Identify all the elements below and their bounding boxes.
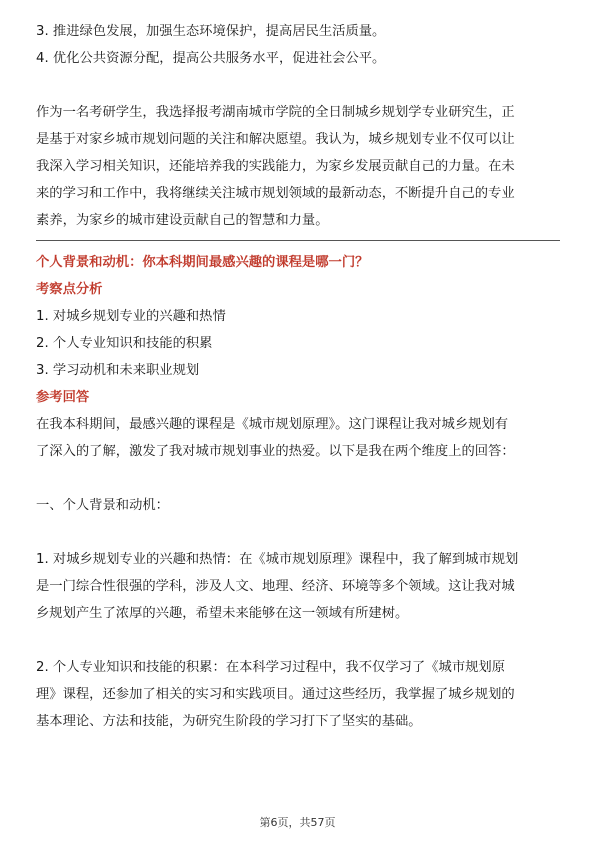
section-heading: 一、个人背景和动机： [36,498,169,513]
paragraph-gap [36,72,560,99]
analysis-point: 3. 学习动机和未来职业规划 [36,363,200,378]
analysis-point: 1. 对城乡规划专业的兴趣和热情 [36,309,226,324]
paragraph-line: 乡规划产生了浓厚的兴趣，希望未来能够在这一领域有所建树。 [36,606,409,621]
analysis-point: 2. 个人专业知识和技能的积累 [36,336,213,351]
paragraph-line: 2. 个人专业知识和技能的积累：在本科学习过程中，我不仅学习了《城市规划原 [36,660,506,675]
document-page [36,18,560,735]
paragraph-line: 我深入学习相关知识，还能培养我的实践能力，为家乡发展贡献自己的力量。在未 [36,159,515,174]
paragraph-gap [36,519,560,546]
section-divider [36,240,560,241]
paragraph-line: 是一门综合性很强的学科，涉及人文、地理、经济、环境等多个领域。这让我对城 [36,579,515,594]
answer-point-1 [36,546,560,627]
intro-point: 3. 推进绿色发展，加强生态环境保护，提高居民生活质量。 [36,24,386,39]
paragraph-line: 基本理论、方法和技能，为研究生阶段的学习打下了坚实的基础。 [36,714,422,729]
paragraph-line: 来的学习和工作中，我将继续关注城市规划领域的最新动态，不断提升自己的专业 [36,186,515,201]
paragraph-line: 理》课程，还参加了相关的实习和实践项目。通过这些经历，我掌握了城乡规划的 [36,687,515,702]
paragraph-line: 1. 对城乡规划专业的兴趣和热情：在《城市规划原理》课程中，我了解到城市规划 [36,552,519,567]
intro-paragraph [36,99,560,234]
intro-point: 4. 优化公共资源分配，提高公共服务水平，促进社会公平。 [36,51,386,66]
question-heading: 个人背景和动机：你本科期间最感兴趣的课程是哪一门？ [36,255,369,270]
answer-title: 参考回答 [36,390,90,405]
paragraph-gap [36,627,560,654]
answer-intro-line: 了深入的了解，激发了我对城市规划事业的热爱。以下是我在两个维度上的回答： [36,444,515,459]
paragraph-gap [36,465,560,492]
answer-point-2 [36,654,560,735]
paragraph-line: 素养，为家乡的城市建设贡献自己的智慧和力量。 [36,213,329,228]
paragraph-line: 是基于对家乡城市规划问题的关注和解决愿望。我认为，城乡规划专业不仅可以让 [36,132,515,147]
answer-intro-line: 在我本科期间，最感兴趣的课程是《城市规划原理》。这门课程让我对城乡规划有 [36,417,509,432]
page-footer: 第6页，共57页 [259,816,336,829]
analysis-title: 考察点分析 [36,282,103,297]
paragraph-line: 作为一名考研学生，我选择报考湖南城市学院的全日制城乡规划学专业研究生，正 [36,105,515,120]
